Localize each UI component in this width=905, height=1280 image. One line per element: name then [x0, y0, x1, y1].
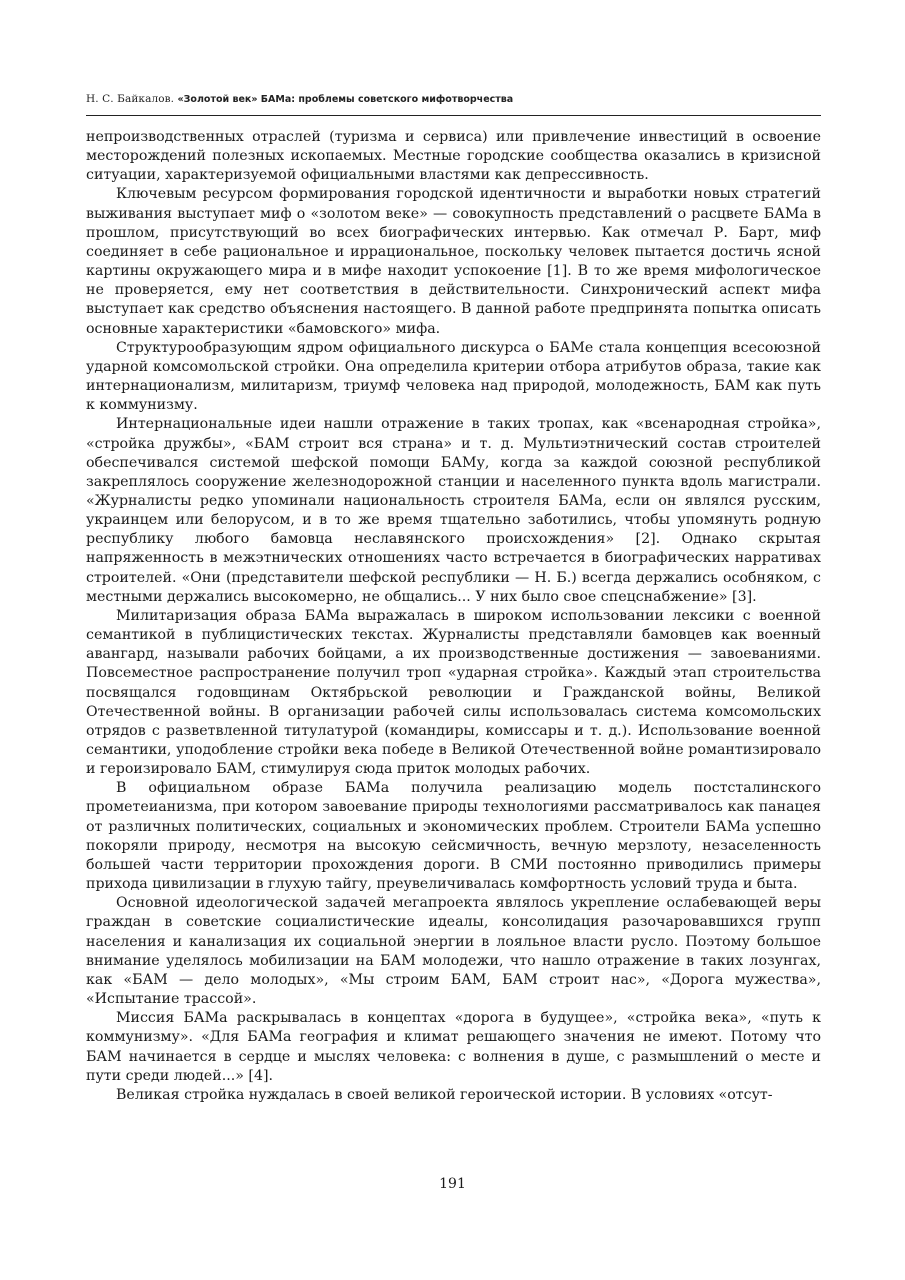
paragraph: Структурообразующим ядром официального дискурса о БАМе стала концепция всесоюзной ударной комсомольской стройки. Она определила критерии отбора атрибутов образа, такие как интернационализм, милитаризм, триумф человека над природой, молодежность, БАМ как путь к коммунизму. — [86, 339, 821, 414]
paragraph: Великая стройка нуждалась в своей великой героической истории. В условиях «отсут- — [116, 1086, 773, 1103]
header-author: Н. С. Байкалов. — [86, 93, 175, 105]
paragraph: Основной идеологической задачей мегапроекта являлось укрепление ослабевающей веры граждан в советские социалистические идеалы, консолидация разочаровавшихся групп населения и канализация их социальной энергии в лояльное власти русло. Поэтому большое внимание уделялось мобилизации на БАМ молодежи, что нашло отражение в таких лозунгах, как «БАМ — дело молодых», «Мы строим БАМ, БАМ строит нас», «Дорога мужества», «Испытание трассой». — [86, 895, 821, 1008]
paragraph: Милитаризация образа БАМа выражалась в широком использовании лексики с военной семантикой в публицистических текстах. Журналисты представляли бамовцев как военный авангард, называли рабочих бойцами, а их производственные достижения — завоеваниями. Повсеместное распространение получил троп «ударная стройка». Каждый этап строительства посвящался годовщинам Октябрьской революции и Гражданской войны, Великой Отечественной войны. В организации рабочей силы использовалась система комсомольских отрядов с разветвленной титулатурой (командиры, комиссары и т. д.). Использование военной семантики, уподобление стройки века победе в Великой Отечественной войне романтизировало и героизировало БАМ, стимулируя сюда приток молодых рабочих. — [86, 607, 821, 778]
paragraph: Миссия БАМа раскрывалась в концептах «дорога в будущее», «стройка века», «путь к коммунизму». «Для БАМа география и климат решающего значения не имеют. Потому что БАМ начинается в сердце и мыслях человека: с волнения в душе, с размышлений о месте и пути среди людей...» [4]. — [86, 1010, 821, 1084]
paragraph: В официальном образе БАМа получила реализацию модель постсталинского прометеианизма, при котором завоевание природы технологиями рассматривалось как панацея от различных политических, социальных и экономических проблем. Строители БАМа успешно покоряли природу, несмотря на высокую сейсмичность, вечную мерзлоту, незаселенность большей части территории прохождения дороги. В СМИ постоянно приводились примеры прихода цивилизации в глухую тайгу, преувеличивалась комфортность условий труда и быта. — [86, 780, 821, 893]
article-body — [86, 128, 821, 1105]
paragraph: Интернациональные идеи нашли отражение в таких тропах, как «всенародная стройка», «стройка дружбы», «БАМ строит вся страна» и т. д. Мультиэтнический состав строителей обеспечивался системой шефской помощи БАМу, когда за каждой союзной республикой закреплялось сооружение железнодорожной станции и населенного пункта вдоль магистрали. «Журналисты редко упоминали национальность строителя БАМа, если он являлся русским, украинцем или белорусом, и в то же время тщательно заботились, чтобы упомянуть родную республику любого бамовца неславянского происхождения» [2]. Однако скрытая напряженность в межэтнических отношениях часто встречается в биографических нарративах строителей. «Они (представители шефской республики — Н. Б.) всегда держались особняком, с местными держались высокомерно, не общались... У них было свое спецснабжение» [3]. — [86, 416, 821, 605]
paragraph: непроизводственных отраслей (туризма и сервиса) или привлечение инвестиций в освоение месторождений полезных ископаемых. Местные городские сообщества оказались в кризисной ситуации, характеризуемой официальными властями как депрессивность. — [86, 129, 821, 184]
header-rule — [86, 115, 821, 116]
paragraph: Ключевым ресурсом формирования городской идентичности и выработки новых стратегий выживания выступает миф о «золотом веке» — совокупность представлений о расцвете БАМа в прошлом, присутствующий во всех биографических интервью. Как отмечал Р. Барт, миф соединяет в себе рациональное и иррациональное, поскольку человек пытается достичь ясной картины окружающего мира и в мифе находит успокоение [1]. В то же время мифологическое не проверяется, ему нет соответствия в действительности. Синхронический аспект мифа выступает как средство объяснения настоящего. В данной работе предпринята попытка описать основные характеристики «бамовского» мифа. — [86, 186, 821, 337]
page-number: 191 — [439, 1176, 466, 1192]
running-head — [86, 93, 822, 105]
header-title: «Золотой век» БАМа: проблемы советского мифотворчества — [177, 94, 514, 105]
